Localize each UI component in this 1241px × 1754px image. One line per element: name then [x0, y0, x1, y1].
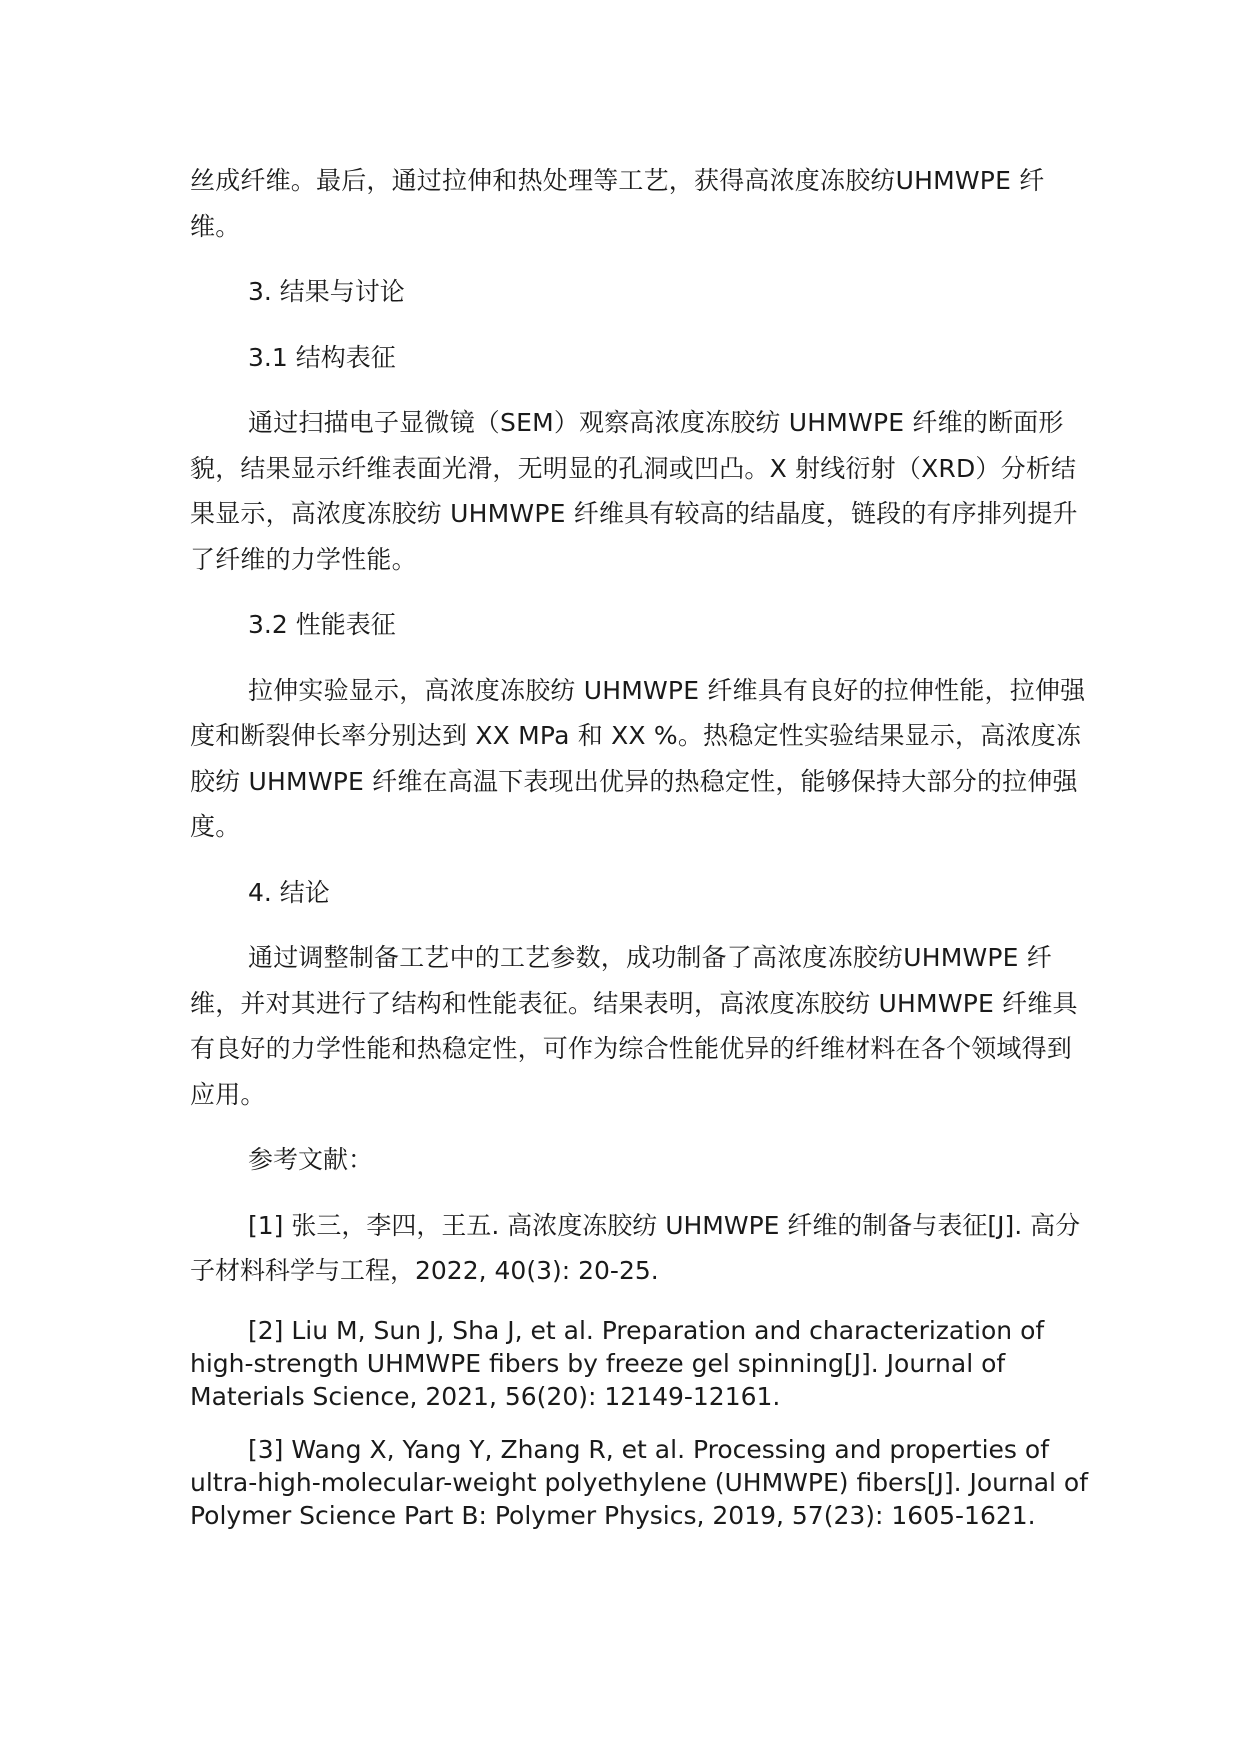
section-3-heading: 3. 结果与讨论	[248, 277, 405, 306]
document-page	[190, 158, 1090, 1552]
reference-item: [3] Wang X, Yang Y, Zhang R, et al. Processing and properties of ultra-high-molecular-weight polyethylene (UHMWPE) fibers[J]. Journal of Polymer Science Part B: Polymer Physics, 2019, 57(23): 1605-1621.	[190, 1434, 1089, 1530]
section-3-1-paragraph: 通过扫描电子显微镜（SEM）观察高浓度冻胶纺 UHMWPE 纤维的断面形貌，结果显示纤维表面光滑，无明显的孔洞或凹凸。X 射线衍射（XRD）分析结果显示，高浓度冻胶纺 UHMWPE 纤维具有较高的结晶度，链段的有序排列提升了纤维的力学性能。	[190, 408, 1078, 574]
section-3-1-heading: 3.1 结构表征	[248, 342, 396, 372]
references-heading: 参考文献：	[248, 1145, 374, 1174]
section-3-2-paragraph: 拉伸实验显示，高浓度冻胶纺 UHMWPE 纤维具有良好的拉伸性能，拉伸强度和断裂伸长率分别达到 XX MPa 和 XX %。热稳定性实验结果显示，高浓度冻胶纺 UHMWPE 纤维在高温下表现出优异的热稳定性，能够保持大部分的拉伸强度。	[190, 675, 1086, 841]
continuation-paragraph: 丝成纤维。最后，通过拉伸和热处理等工艺，获得高浓度冻胶纺UHMWPE 纤维。	[190, 166, 1045, 241]
section-4-paragraph: 通过调整制备工艺中的工艺参数，成功制备了高浓度冻胶纺UHMWPE 纤维，并对其进行了结构和性能表征。结果表明，高浓度冻胶纺 UHMWPE 纤维具有良好的力学性能和热稳定性，可作为综合性能优异的纤维材料在各个领域得到应用。	[190, 943, 1078, 1109]
section-3-2-heading: 3.2 性能表征	[248, 610, 396, 639]
section-4-heading: 4. 结论	[248, 877, 330, 907]
reference-list	[190, 1203, 1090, 1532]
reference-item: [2] Liu M, Sun J, Sha J, et al. Preparation and characterization of high-strength UHMWPE fibers by freeze gel spinning[J]. Journal of Materials Science, 2021, 56(20): 12149-12161.	[190, 1315, 1045, 1411]
reference-item: [1] 张三，李四，王五. 高浓度冻胶纺 UHMWPE 纤维的制备与表征[J]. 高分子材料科学与工程，2022, 40(3): 20-25.	[190, 1210, 1081, 1285]
